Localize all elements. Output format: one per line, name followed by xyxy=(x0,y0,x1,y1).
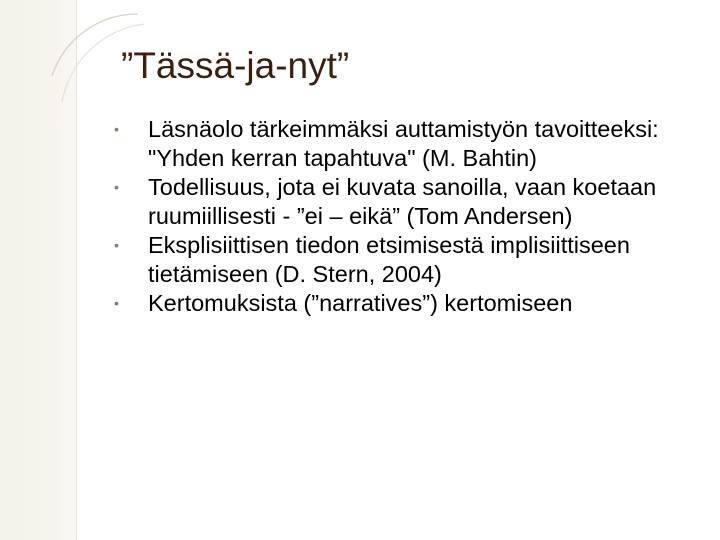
bullet-text: Eksplisiittisen tiedon etsimisestä implisiittiseen tietämiseen (D. Stern, 2004) xyxy=(148,232,630,287)
bullet-icon: • xyxy=(114,237,119,253)
bullet-item xyxy=(110,173,710,231)
bullet-item xyxy=(110,115,710,173)
bullet-icon: • xyxy=(114,179,119,195)
bullet-text: Kertomuksista (”narratives”) kertomiseen xyxy=(148,290,573,316)
bullet-text: Todellisuus, jota ei kuvata sanoilla, vaan koetaan ruumiillisesti - ”ei – eikä” (Tom Andersen) xyxy=(148,174,657,229)
bullet-item xyxy=(110,231,710,289)
bullet-text: Läsnäolo tärkeimmäksi auttamistyön tavoitteeksi: "Yhden kerran tapahtuva" (M. Bahtin) xyxy=(148,116,659,171)
bullet-list xyxy=(110,115,710,318)
bullet-icon: • xyxy=(114,121,119,137)
left-decorative-band xyxy=(0,0,78,540)
bullet-icon: • xyxy=(114,295,119,311)
bullet-item xyxy=(110,289,710,318)
slide-title: ”Tässä-ja-nyt” xyxy=(121,45,350,86)
